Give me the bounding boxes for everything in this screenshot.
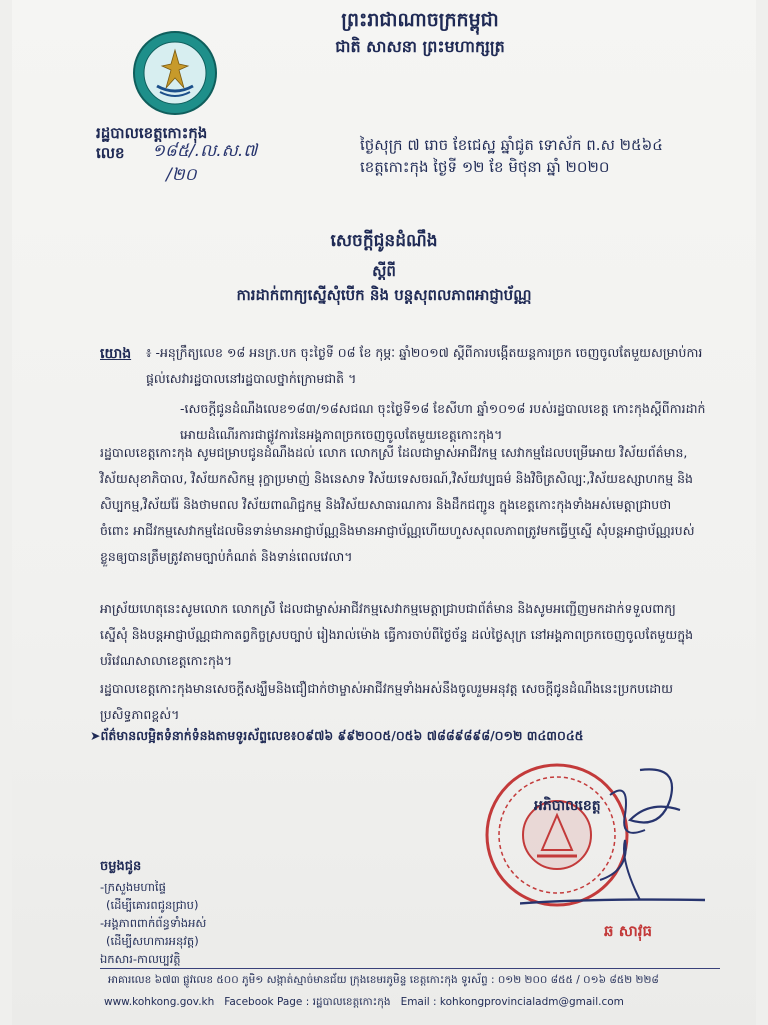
email-link[interactable]: Email : kohkongprovincialadm@gmail.com: [400, 996, 624, 1008]
list-item: ឯកសារ-កាលប្បវត្តិ: [100, 952, 181, 966]
recipients-list: [100, 878, 206, 968]
paragraph-3: រដ្ឋបាលខេត្តកោះកុងមានសេចក្តីសង្ឃឹមនិងជឿជាក់ថាម្ចាស់អាជីវកម្មទាំងអស់នឹងចូលរួមអនុវត្ត សេចក្តីជូនដំណឹងនេះប្រកបដោយប្រសិទ្ធភាពខ្ពស់។: [100, 681, 674, 722]
signer-name: ឆ សាវុធ: [604, 922, 653, 940]
references-label: យោង: [100, 346, 132, 362]
lunar-date: ថ្ងៃសុក្រ ៧ រោច ខែជេស្ឋ ឆ្នាំជូត ទោស័ក ព.ស ២៥៦៤: [360, 136, 663, 154]
ref-label: លេខ: [96, 144, 125, 162]
document-about: ស្តីពី: [372, 262, 396, 280]
ref-number: ១៨៥/.ល.ស.៧: [152, 141, 258, 161]
kingdom-heading: ព្រះរាជាណាចក្រកម្ពុជា: [341, 9, 499, 31]
footer-address: អាគារលេខ ៦៧៣ ផ្លូវលេខ ៥០០ ភូមិ១ សង្កាត់ស្មាច់មានជ័យ ក្រុងខេមរភូមិន្ទ ខេត្តកោះកុង ទូរស័ព្ទ : ០១២ ២០០ ៨៥៥ / ០១៦ ៨៥២ ២២៨: [108, 974, 659, 986]
paragraph-2: អាស្រ័យហេតុនេះសូមលោក លោកស្រី ដែលជាម្ចាស់អាជីវកម្មសេវាកម្មមេត្តាជ្រាបជាព័ត៌មាន និងសូមអញ្ជើញមកដាក់ទទួលពាក្យស្នើសុំ និងបន្តអាជ្ញាប័ណ្ណជាកាតព្វកិច្ចស្របច្បាប់ រៀងរាល់ម៉ោង ធ្វើការចាប់ពីថ្ងៃច័ន្ទ ដល់ថ្ងៃសុក្រ នៅអង្គភាពច្រកចេញចូលតែមួយក្នុងបរិវេណសាលាខេត្តកោះកុង។: [100, 601, 694, 668]
issuing-authority: រដ្ឋបាលខេត្តកោះកុង: [96, 124, 208, 142]
solar-date: ខេត្តកោះកុង ថ្ងៃទី ១២ ខែ មិថុនា ឆ្នាំ ២០២០: [360, 158, 610, 176]
list-item: -ក្រសួងមហាផ្ទៃ: [100, 880, 166, 894]
document-title: សេចក្តីជូនដំណឹង: [330, 231, 438, 251]
signer-title: អភិបាលខេត្ត: [534, 798, 601, 814]
facebook-link[interactable]: Facebook Page : រដ្ឋបាលខេត្តកោះកុង: [224, 996, 391, 1008]
recipients-heading: ចម្លងជូន: [100, 859, 142, 874]
paragraph-1: រដ្ឋបាលខេត្តកោះកុង សូមជម្រាបជូនដំណឹងដល់ លោក លោកស្រី ដែលជាម្ចាស់អាជីវកម្ម សេវាកម្មដែលបម្រើអោយ វិស័យព័ត៌មាន, វិស័យសុខាភិបាល, វិស័យកសិកម្ម រុក្ខាប្រមាញ់ និងនេសាទ វិស័យទេសចរណ៍,វិស័យវប្បធម៌ និងវិចិត្រសិល្បៈ,វិស័យឧស្សាហកម្ម និងសិប្បកម្ម,វិស័យរ៉ែ និងថាមពល វិស័យពាណិជ្ជកម្ម និងវិស័យសាធារណការ និងដឹកជញ្ជូន ក្នុងខេត្តកោះកុងទាំងអស់មេត្តាជ្រាបថា ចំពោះ អាជីវកម្មសេវាកម្មដែលមិនទាន់មានអាជ្ញាប័ណ្ណនិងមានអាជ្ញាប័ណ្ណហើយហួសសុពលភាពត្រូវមកធ្វើឬស្នើ សុំបន្តអាជ្ញាប័ណ្ណរបស់ខ្លួនឲ្យបានត្រឹមត្រូវតាមច្បាប់កំណត់ និងទាន់ពេលវេលា។: [100, 445, 695, 564]
footer-contacts: [104, 996, 624, 1011]
footer-divider: [100, 968, 720, 969]
contact-line: ➤ព័ត៌មានលម្អិតទំនាក់ទំនងតាមទូរស័ព្ទលេខ៖០៩៧៦ ៩៩២០០៥/០៥៦ ៧៨៨៩៨៩៨/០១២ ៣៤៣០៤៥: [90, 728, 584, 743]
handwritten-signature-icon: [520, 760, 720, 930]
provincial-emblem-icon: [132, 30, 218, 116]
document-subject: ការដាក់ពាក្យស្នើសុំបើក និង បន្តសុពលភាពអាជ្ញាប័ណ្ណ: [236, 286, 532, 304]
ref-suffix: /២០: [166, 165, 197, 185]
website-link[interactable]: www.kohkong.gov.kh: [104, 996, 215, 1008]
list-item: (ដើម្បីសហការអនុវត្ត): [106, 934, 199, 948]
reference-1: ៖ -អនុក្រឹត្យលេខ ១៨ អនក្រ.បក ចុះថ្ងៃទី ០៨ ខែ កុម្ភៈ ឆ្នាំ២០១៧ ស្តីពីការបង្កើតយន្តការច្រក ចេញចូលតែមួយសម្រាប់ការផ្តល់សេវារដ្ឋបាលនៅរដ្ឋបាលថ្នាក់ក្រោមជាតិ ។: [146, 345, 703, 386]
list-item: (ដើម្បីគោរពជូនជ្រាប): [106, 898, 199, 912]
list-item: -អង្គភាពពាក់ព័ន្ធទាំងអស់: [100, 916, 207, 930]
national-motto: ជាតិ សាសនា ព្រះមហាក្សត្រ: [335, 37, 505, 56]
reference-2: -សេចក្តីជូនដំណឹងលេខ១៨៣/១៨សជណ ចុះថ្ងៃទី១៨ ខែសីហា ឆ្នាំ១០១៨ របស់រដ្ឋបាលខេត្ត កោះកុងស្តីពីការដាក់អោយដំណើរការជាផ្លូវការនៃអង្គភាពច្រកចេញចូលតែមួយខេត្តកោះកុង។: [180, 401, 706, 442]
